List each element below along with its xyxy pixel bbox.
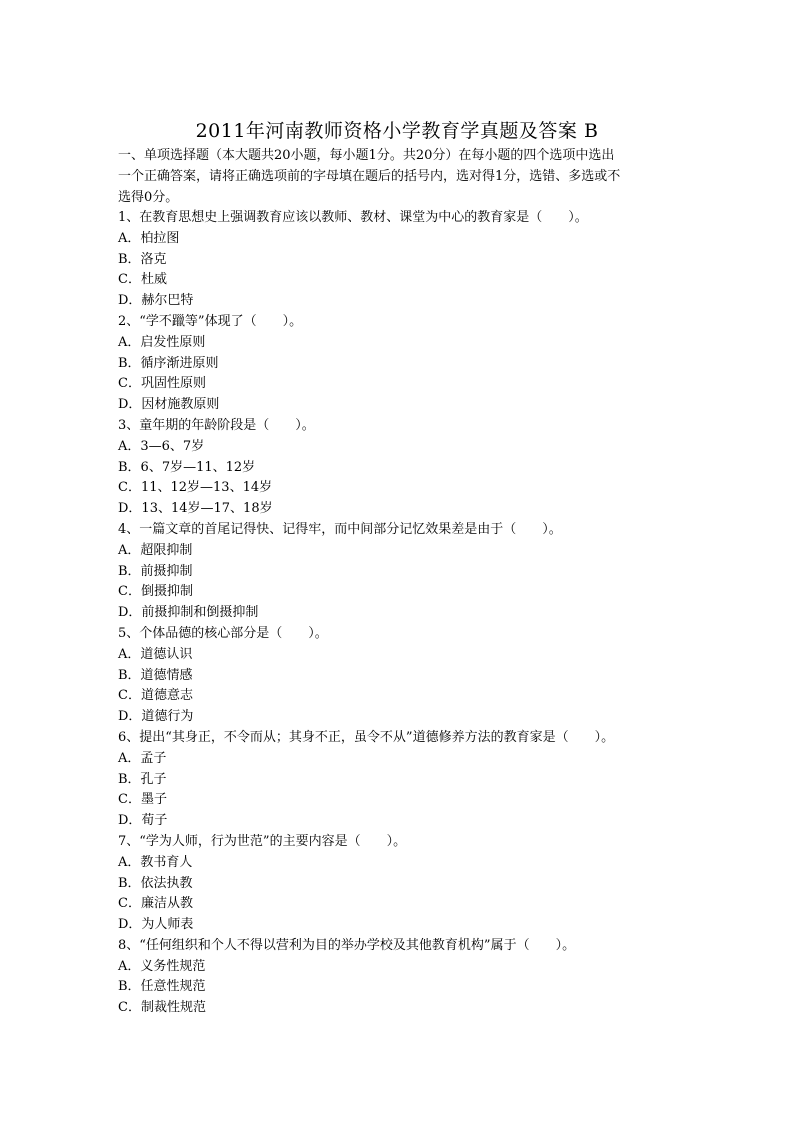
- question-stem: 1、在教育思想史上强调教育应该以教师、教材、课堂为中心的教育家是（ ）。: [118, 210, 588, 225]
- question-2: [118, 312, 674, 416]
- question-8: [118, 936, 674, 1019]
- question-stem: 2、“学不躐等”体现了（ ）。: [118, 313, 303, 329]
- question-5: [118, 624, 674, 728]
- answer-option: B．循序渐进原则: [118, 355, 219, 371]
- answer-option: A．超限抑制: [118, 542, 193, 558]
- instruction-line: 一、单项选择题（本大题共20小题，每小题1分。共20分）在每小题的四个选项中选出: [118, 148, 615, 163]
- answer-option: A．3—6、7岁: [118, 438, 205, 454]
- answer-option: D．赫尔巴特: [118, 293, 194, 309]
- answer-option: C．墨子: [118, 792, 167, 808]
- question-stem: 5、个体品德的核心部分是（ ）。: [118, 625, 328, 641]
- question-4: [118, 520, 674, 624]
- instruction-line: 一个正确答案，请将正确选项前的字母填在题后的括号内，选对得1分，选错、多选或不: [118, 168, 621, 184]
- question-list: [118, 208, 674, 1019]
- section-instructions: [118, 146, 674, 208]
- answer-option: B．道德情感: [118, 667, 193, 683]
- answer-option: C．廉洁从教: [118, 896, 193, 912]
- question-7: [118, 832, 674, 936]
- answer-option: C．制裁性规范: [118, 1000, 206, 1016]
- question-6: [118, 728, 674, 832]
- answer-option: D．因材施教原则: [118, 397, 220, 413]
- answer-option: B．洛克: [118, 251, 167, 267]
- document-title: 2011年河南教师资格小学教育学真题及答案 B: [195, 120, 599, 142]
- answer-option: B．6、7岁—11、12岁: [118, 459, 256, 475]
- answer-option: B．依法执教: [118, 875, 193, 891]
- answer-option: B．孔子: [118, 771, 167, 787]
- question-stem: 7、“学为人师，行为世范”的主要内容是（ ）。: [118, 833, 407, 849]
- answer-option: D．前摄抑制和倒摄抑制: [118, 605, 259, 621]
- answer-option: C．倒摄抑制: [118, 584, 193, 600]
- answer-option: D．13、14岁—17、18岁: [118, 501, 273, 517]
- answer-option: D．道德行为: [118, 709, 194, 725]
- answer-option: A．柏拉图: [118, 230, 180, 246]
- answer-option: C．杜威: [118, 272, 167, 288]
- answer-option: B．任意性规范: [118, 979, 206, 995]
- answer-option: A．孟子: [118, 750, 167, 766]
- answer-option: B．前摄抑制: [118, 563, 193, 579]
- question-1: [118, 208, 674, 312]
- question-3: [118, 416, 674, 520]
- answer-option: A．义务性规范: [118, 958, 206, 974]
- question-stem: 4、一篇文章的首尾记得快、记得牢，而中间部分记忆效果差是由于（ ）。: [118, 521, 562, 537]
- answer-option: C．11、12岁—13、14岁: [118, 480, 273, 496]
- question-stem: 3、童年期的年龄阶段是（ ）。: [118, 417, 315, 433]
- answer-option: C．道德意志: [118, 688, 193, 704]
- answer-option: A．教书育人: [118, 854, 193, 870]
- answer-option: D．为人师表: [118, 917, 194, 933]
- answer-option: A．道德认识: [118, 646, 193, 662]
- answer-option: D．荀子: [118, 813, 168, 829]
- question-stem: 8、“任何组织和个人不得以营利为目的举办学校及其他教育机构”属于（ ）。: [118, 937, 576, 953]
- instruction-line: 选得0分。: [118, 189, 179, 205]
- answer-option: C．巩固性原则: [118, 376, 206, 392]
- question-stem: 6、提出“其身正，不令而从；其身不正，虽令不从”道德修养方法的教育家是（ ）。: [118, 729, 615, 745]
- answer-option: A．启发性原则: [118, 334, 206, 350]
